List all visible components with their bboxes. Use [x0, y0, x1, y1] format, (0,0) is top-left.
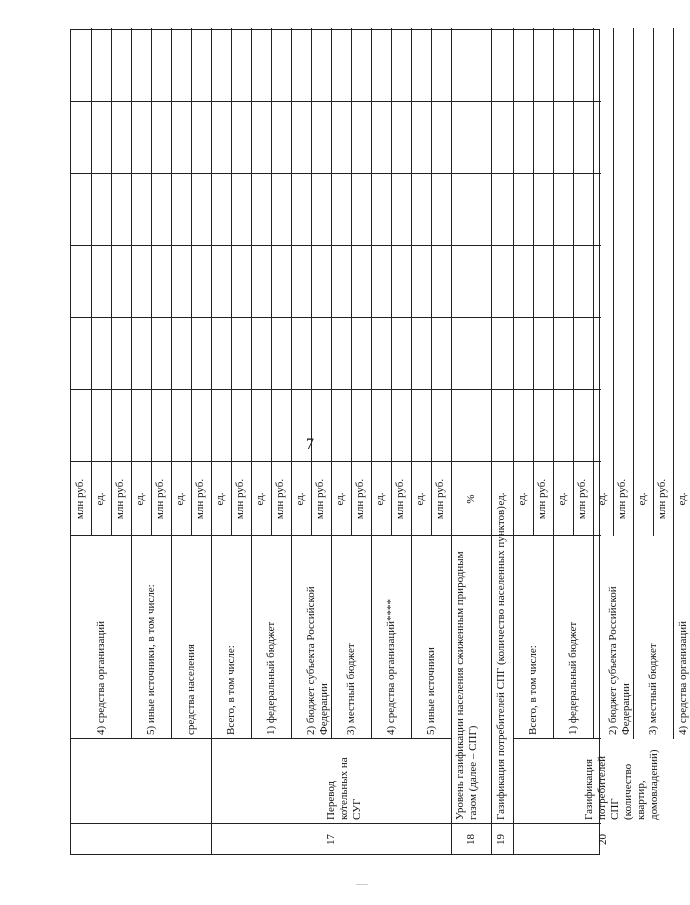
column-divider — [513, 738, 601, 739]
row-label: 4) средства организаций — [676, 620, 689, 735]
row-divider — [331, 28, 332, 739]
row-divider — [491, 28, 492, 854]
row-label: 4) средства организаций**** — [384, 598, 397, 735]
unit-cell: млн руб. — [274, 478, 286, 520]
row-label: 2) бюджет субъекта Российской Федерации — [304, 586, 330, 735]
unit-cell: млн руб. — [314, 478, 326, 520]
row-divider — [91, 28, 92, 536]
row-divider — [431, 28, 432, 536]
row-divider — [673, 28, 674, 739]
unit-cell: ед. — [495, 492, 507, 506]
scan-artifact — [356, 884, 368, 885]
unit-cell: млн руб. — [154, 478, 166, 520]
unit-cell: % — [465, 494, 477, 504]
row-divider — [613, 28, 614, 536]
unit-cell: млн руб. — [74, 478, 86, 520]
unit-cell: млн руб. — [114, 478, 126, 520]
row-divider — [171, 28, 172, 739]
row-name: Газификация потребителей СПГ (количество квартир, домовладений) — [583, 749, 660, 820]
unit-cell: млн руб. — [656, 478, 668, 520]
column-divider — [71, 389, 601, 390]
row-divider — [131, 28, 132, 739]
row-divider — [391, 28, 392, 536]
row-divider — [151, 28, 152, 536]
row-divider — [231, 28, 232, 536]
unit-cell: млн руб. — [194, 478, 206, 520]
column-divider — [71, 101, 601, 102]
unit-cell: ед. — [254, 492, 266, 506]
unit-cell: ед. — [556, 492, 568, 506]
row-divider — [271, 28, 272, 536]
row-divider — [593, 28, 594, 739]
row-label: 1) федеральный бюджет — [264, 621, 277, 735]
row-number: 18 — [465, 834, 477, 845]
unit-cell: ед. — [214, 492, 226, 506]
row-label: средства населения — [184, 644, 197, 735]
column-divider — [71, 461, 601, 462]
row-label: 2) бюджет субъекта Российской Федерации — [606, 586, 632, 735]
row-divider — [311, 28, 312, 536]
row-name: Газификация потребителей СПГ (количество населенных пунктов) — [495, 506, 507, 820]
column-divider — [71, 245, 601, 246]
row-name: Перевод котельных на СУГ — [325, 757, 363, 820]
page-number: 7 — [306, 436, 314, 453]
row-divider — [291, 28, 292, 739]
row-number: 17 — [325, 834, 337, 845]
unit-cell: ед. — [676, 492, 688, 506]
unit-cell: млн руб. — [576, 478, 588, 520]
row-divider — [553, 28, 554, 739]
row-number: 20 — [597, 834, 609, 845]
unit-cell: ед. — [414, 492, 426, 506]
unit-cell: ед. — [334, 492, 346, 506]
row-divider — [211, 28, 212, 854]
row-divider — [653, 28, 654, 536]
row-number: 19 — [495, 834, 507, 845]
row-label: 5) иные источники — [424, 647, 437, 735]
row-divider — [573, 28, 574, 536]
row-label: 1) федеральный бюджет — [566, 621, 579, 735]
row-label: 3) местный бюджет — [646, 643, 659, 735]
row-label: Всего, в том числе: — [224, 645, 237, 735]
column-divider — [71, 317, 601, 318]
row-label: 5) иные источники, в том числе: — [144, 584, 157, 735]
row-divider — [411, 28, 412, 739]
unit-cell: млн руб. — [536, 478, 548, 520]
unit-cell: ед. — [374, 492, 386, 506]
unit-cell: млн руб. — [616, 478, 628, 520]
unit-cell: ед. — [94, 492, 106, 506]
unit-cell: млн руб. — [434, 478, 446, 520]
row-name: Уровень газификации населения сжиженным природным газом (далее – СПГ) — [454, 551, 479, 820]
rotated-table-container — [70, 29, 689, 855]
unit-cell: ед. — [294, 492, 306, 506]
unit-cell: ед. — [596, 492, 608, 506]
row-divider — [371, 28, 372, 739]
row-divider — [451, 28, 452, 854]
row-label: 3) местный бюджет — [344, 643, 357, 735]
unit-cell: ед. — [516, 492, 528, 506]
row-divider — [351, 28, 352, 536]
row-divider — [633, 28, 634, 739]
unit-cell: ед. — [636, 492, 648, 506]
row-divider — [191, 28, 192, 536]
row-divider — [513, 28, 514, 854]
column-divider — [71, 738, 451, 739]
column-divider — [71, 173, 601, 174]
column-divider — [71, 535, 601, 536]
row-divider — [251, 28, 252, 739]
data-table — [70, 29, 689, 855]
row-divider — [533, 28, 534, 536]
unit-cell: ед. — [134, 492, 146, 506]
row-divider — [111, 28, 112, 536]
unit-cell: млн руб. — [394, 478, 406, 520]
column-divider — [71, 823, 601, 824]
unit-cell: млн руб. — [354, 478, 366, 520]
unit-cell: ед. — [174, 492, 186, 506]
row-label: Всего, в том числе: — [526, 645, 539, 735]
row-label: 4) средства организаций — [94, 620, 107, 735]
unit-cell: млн руб. — [234, 478, 246, 520]
